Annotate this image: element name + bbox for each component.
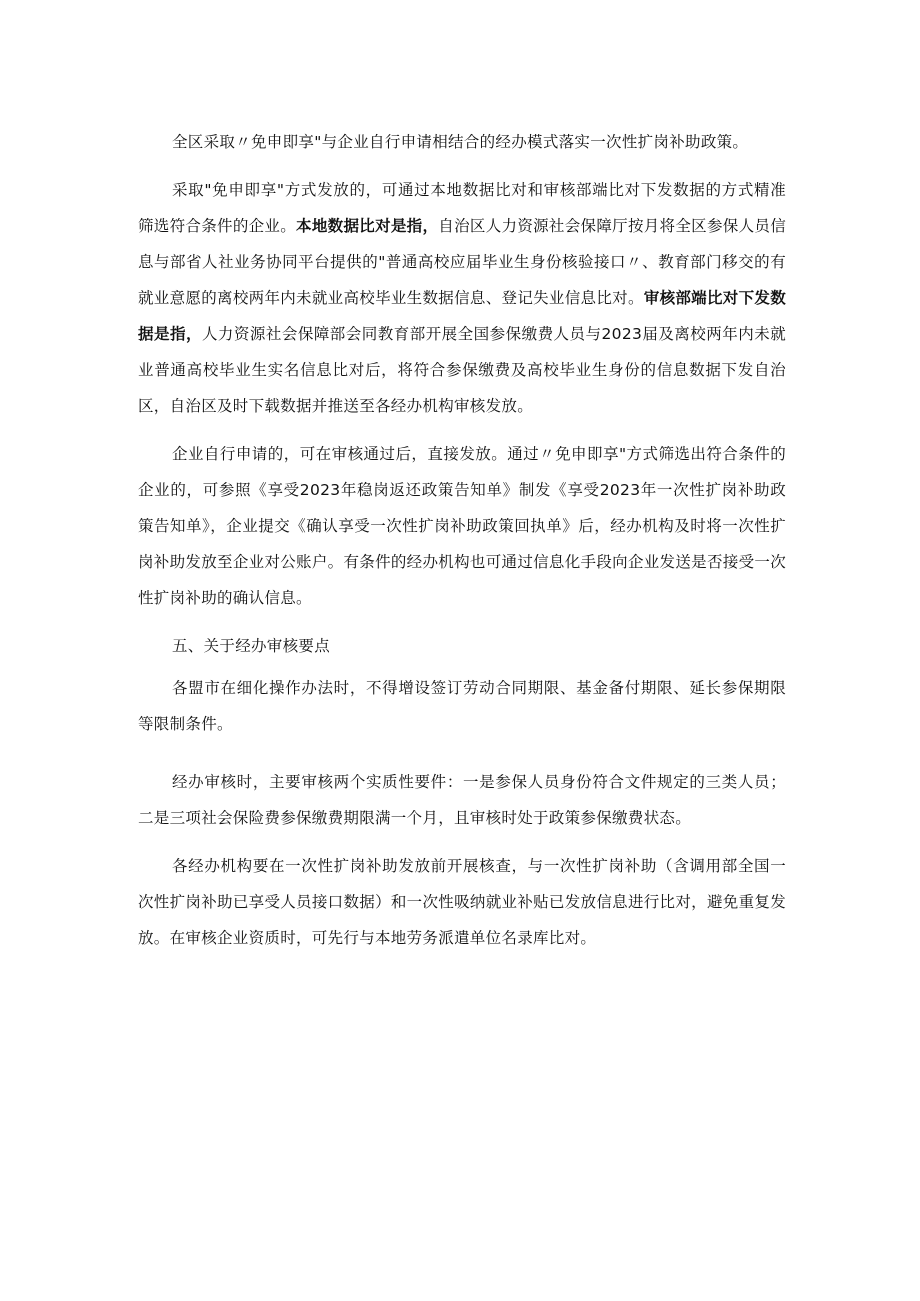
paragraph-text: 全区采取〃免申即享"与企业自行申请相结合的经办模式落实一次性扩岗补助政策。 bbox=[172, 133, 749, 151]
paragraph-no-extra-conditions bbox=[138, 670, 786, 742]
paragraph-text: 各盟市在细化操作办法时，不得增设签订劳动合同期限、基金备付期限、延长参保期限等限制条件。 bbox=[138, 679, 786, 733]
paragraph-text: 人力资源社会保障部会同教育部开展全国参保缴费人员与2023届及离校两年内未就业普通高校毕业生实名信息比对后，将符合参保缴费及高校毕业生身份的信息数据下发自治区，自治区及时下载数据并推送至各经办机构审核发放。 bbox=[138, 325, 786, 415]
section-heading-text: 五、关于经办审核要点 bbox=[172, 637, 331, 655]
paragraph-text: 企业自行申请的，可在审核通过后，直接发放。通过〃免申即享"方式筛选出符合条件的企业的，可参照《享受2023年稳岗返还政策告知单》制发《享受2023年一次性扩岗补助政策告知单》，企业提交《确认享受一次性扩岗补助政策回执单》后，经办机构及时将一次性扩岗补助发放至企业对公账户。有条件的经办机构也可通过信息化手段向企业发送是否接受一次性扩岗补助的确认信息。 bbox=[138, 445, 786, 607]
paragraph-mode-overview bbox=[138, 124, 786, 160]
paragraph-text: 各经办机构要在一次性扩岗补助发放前开展核查，与一次性扩岗补助（含调用部全国一次性扩岗补助已享受人员接口数据）和一次性吸纳就业补贴已发放信息进行比对，避免重复发放。在审核企业资质时，可先行与本地劳务派遣单位名录库比对。 bbox=[138, 857, 786, 947]
paragraph-text: 采取"免申即享"方式发放的，可通过本地数据比对和审核部端比对下发数据的方式精准筛选符合条件的企业。 bbox=[138, 181, 786, 235]
paragraph-duplicate-check bbox=[138, 848, 786, 956]
paragraph-text: 经办审核时，主要审核两个实质性要件：一是参保人员身份符合文件规定的三类人员；二是三项社会保险费参保缴费期限满一个月，且审核时处于政策参保缴费状态。 bbox=[138, 773, 786, 827]
bold-term-local-comparison: 本地数据比对是指， bbox=[296, 217, 439, 235]
paragraph-review-requirements bbox=[138, 764, 786, 836]
paragraph-self-application bbox=[138, 436, 786, 616]
document-body bbox=[138, 124, 786, 956]
paragraph-exemption-method bbox=[138, 172, 786, 424]
bold-term-ministry-data: 审核部端比对下发数据是指， bbox=[138, 289, 787, 343]
paragraph-text: 自治区人力资源社会保障厅按月将全区参保人员信息与部省人社业务协同平台提供的"普通高校应届毕业生身份核验接口〃、教育部门移交的有就业意愿的离校两年内未就业高校毕业生数据信息、登记失业信息比对。 bbox=[138, 217, 786, 307]
section-heading-review-points bbox=[138, 628, 786, 664]
